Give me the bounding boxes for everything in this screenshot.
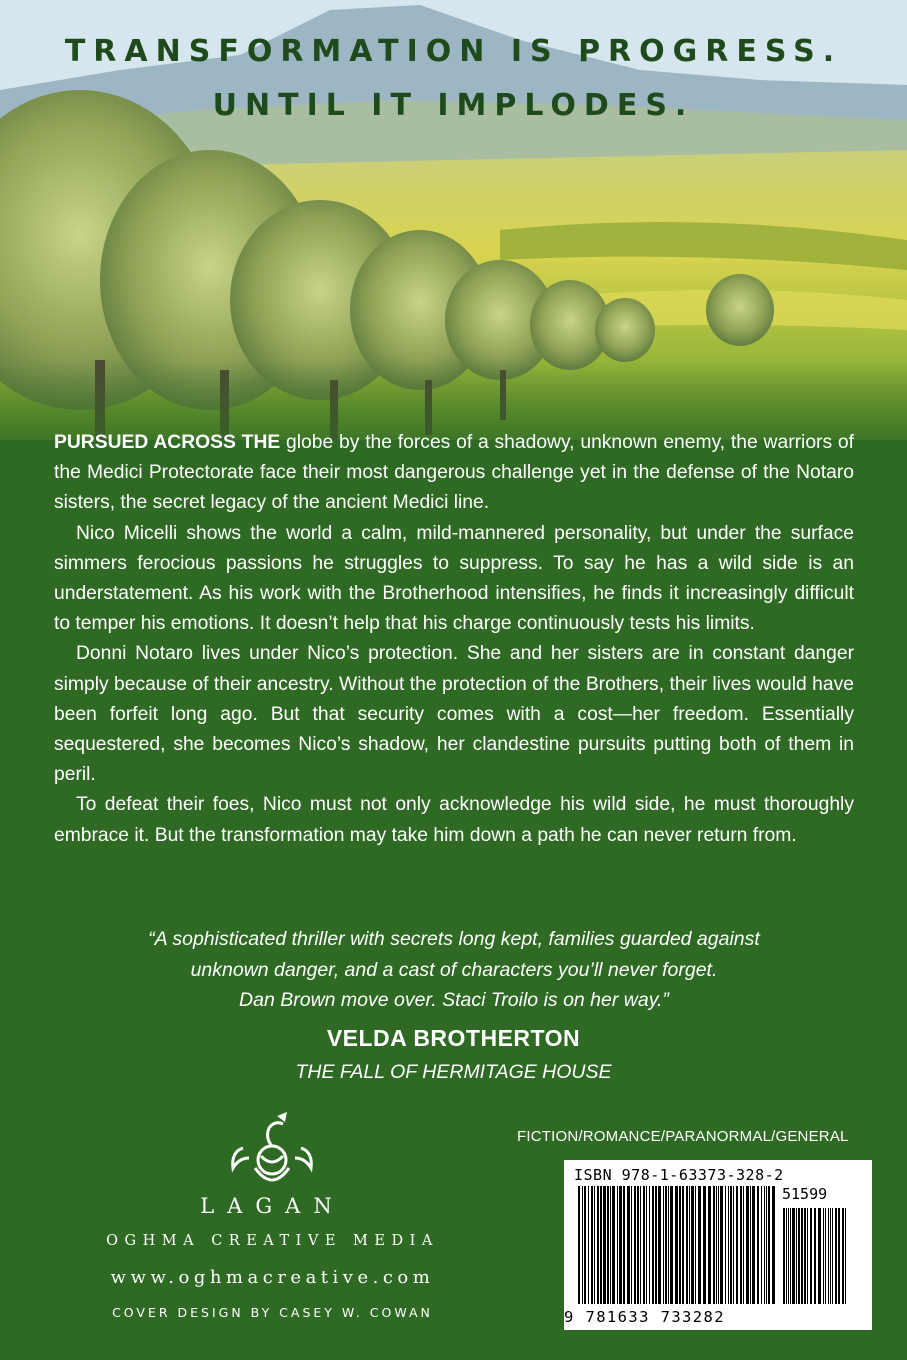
quote-author: VELDA BROTHERTON [326, 1025, 581, 1051]
barcode-bar [733, 1186, 734, 1304]
barcode-bar [757, 1186, 759, 1304]
barcode-bar [825, 1208, 826, 1304]
barcode-bar [708, 1186, 711, 1304]
barcode-bar [663, 1186, 664, 1304]
barcode-bar [675, 1186, 678, 1304]
review-quote [60, 924, 848, 1016]
quote-line-2: unknown danger, and a cast of characters you’ll never forget. [190, 958, 718, 981]
barcode-bar [679, 1186, 681, 1304]
barcode-bar [607, 1186, 609, 1304]
barcode-bar [845, 1208, 846, 1304]
barcode-bar [804, 1208, 806, 1304]
barcode-bar [730, 1186, 732, 1304]
barcode-bar [582, 1186, 583, 1304]
barcode-bar [786, 1208, 787, 1304]
ean-number: 9 781633 733282 [564, 1308, 725, 1326]
barcode-bar [718, 1186, 719, 1304]
barcode-bar [637, 1186, 639, 1304]
barcode-bar [610, 1186, 611, 1304]
barcode-bar [743, 1186, 744, 1304]
barcode-bar [716, 1186, 717, 1304]
barcode-bar [838, 1208, 840, 1304]
headline-line-1: TRANSFORMATION IS PROGRESS. [64, 34, 843, 69]
barcode-bars [578, 1186, 858, 1304]
barcode-bar [810, 1208, 812, 1304]
barcode-bar [649, 1186, 650, 1304]
barcode-bar [652, 1186, 654, 1304]
barcode-bar [752, 1186, 755, 1304]
barcode-bar [783, 1208, 785, 1304]
barcode-bar [750, 1186, 751, 1304]
barcode-bar [842, 1208, 844, 1304]
barcode-bar [768, 1186, 770, 1304]
blurb-paragraph-2: Nico Micelli shows the world a calm, mild-mannered personality, but under the surface simmers ferocious passions he struggles to suppress. To say he has a wild side is an understatement. As his work with the Brotherhood intensifies, he finds it increasingly difficult to temper his emotions. It doesn’t help that his charge continuously tests his limits. [54, 522, 854, 635]
barcode-bar [584, 1186, 586, 1304]
barcode-bar [668, 1186, 669, 1304]
barcode-bar [832, 1208, 833, 1304]
barcode-bar [686, 1186, 688, 1304]
barcode-bar [591, 1186, 593, 1304]
barcode-bar [703, 1186, 706, 1304]
barcode-bar [578, 1186, 580, 1304]
barcode-bar [772, 1186, 775, 1304]
barcode-bar [798, 1208, 800, 1304]
barcode-bar [835, 1208, 837, 1304]
barcode-bar [691, 1186, 694, 1304]
barcode-bar [597, 1186, 599, 1304]
barcode-bar [619, 1186, 622, 1304]
quote-line-1: “A sophisticated thriller with secrets long kept, families guarded against [148, 928, 760, 950]
barcode-bar [746, 1186, 749, 1304]
publisher-name: OGHMA CREATIVE MEDIA [106, 1233, 439, 1249]
blurb-paragraph-1 [54, 428, 854, 519]
barcode-bar [713, 1186, 715, 1304]
barcode-bar [695, 1186, 696, 1304]
barcode-bar [801, 1208, 803, 1304]
publisher-website[interactable]: www.oghmacreative.com [110, 1267, 435, 1288]
barcode-bar [788, 1208, 789, 1304]
barcode-bar [588, 1186, 589, 1304]
barcode-bar [764, 1186, 765, 1304]
genre-category: FICTION/ROMANCE/PARANORMAL/GENERAL [517, 1128, 849, 1145]
imprint-name: LAGAN [200, 1194, 345, 1218]
barcode-bar [627, 1186, 630, 1304]
headline-line-2: UNTIL IT IMPLODES. [212, 88, 695, 123]
barcode-bar [640, 1186, 641, 1304]
barcode-bar [643, 1186, 645, 1304]
lagan-logo-icon [225, 1108, 319, 1196]
barcode-bar [814, 1208, 816, 1304]
barcode-bar [682, 1186, 684, 1304]
barcode-bar [830, 1208, 831, 1304]
barcode-panel [564, 1160, 872, 1330]
quote-line-3: Dan Brown move over. Staci Troilo is on her way.” [239, 989, 669, 1011]
barcode-bar [631, 1186, 632, 1304]
barcode-bar [594, 1186, 595, 1304]
barcode-bar [740, 1186, 742, 1304]
blurb-lead: PURSUED ACROSS THE [54, 432, 281, 453]
barcode-bar [634, 1186, 636, 1304]
barcode-bar [736, 1186, 738, 1304]
barcode-bar [603, 1186, 606, 1304]
barcode-bar [655, 1186, 657, 1304]
barcode-bar [796, 1208, 797, 1304]
barcode-bar [818, 1208, 821, 1304]
barcode-bar [670, 1186, 673, 1304]
barcode-bar [725, 1186, 726, 1304]
blurb-paragraph-4: To defeat their foes, Nico must not only acknowledge his wild side, he must thoroughly embrace it. But the transformation may take him down a path he can never return from. [54, 794, 854, 846]
barcode-bar [612, 1186, 615, 1304]
barcode-bar [828, 1208, 829, 1304]
quote-book-title: THE FALL OF HERMITAGE HOUSE [295, 1061, 612, 1083]
blurb-text [54, 428, 854, 851]
barcode-bar [792, 1208, 795, 1304]
price-code: 51599 [782, 1185, 828, 1203]
barcode-bar [761, 1186, 762, 1304]
barcode-bar [600, 1186, 602, 1304]
blurb-paragraph-1-rest: globe by the forces of a shadowy, unknown enemy, the warriors of the Medici Protectorate face their most dangerous challenge yet in the defense of the Notaro sisters, the secret legacy of the ancient Medici line. [54, 432, 854, 514]
cover-design-credit: COVER DESIGN BY CASEY W. COWAN [112, 1305, 433, 1320]
barcode-bar [623, 1186, 625, 1304]
barcode-bar [807, 1208, 808, 1304]
blurb-paragraph-3: Donni Notaro lives under Nico’s protection. She and her sisters are in constant danger simply because of their ancestry. Without the protection of the Brothers, their lives would have been forfeit long ago. But that security comes with a cost—her freedom. Essentially sequestered, she becomes Nico’s shadow, her clandestine pursuits putting both of them in peril. [54, 643, 854, 786]
barcode-bar [766, 1186, 767, 1304]
barcode-bar [617, 1186, 618, 1304]
barcode-bar [823, 1208, 824, 1304]
barcode-bar [698, 1186, 701, 1304]
barcode-bar [720, 1186, 723, 1304]
isbn-text: ISBN 978-1-63373-328-2 [574, 1166, 784, 1184]
barcode-bar [728, 1186, 729, 1304]
barcode-bar [658, 1186, 661, 1304]
barcode-bar [665, 1186, 667, 1304]
barcode-bar [689, 1186, 690, 1304]
barcode-bar [646, 1186, 647, 1304]
barcode-bar [790, 1208, 791, 1304]
